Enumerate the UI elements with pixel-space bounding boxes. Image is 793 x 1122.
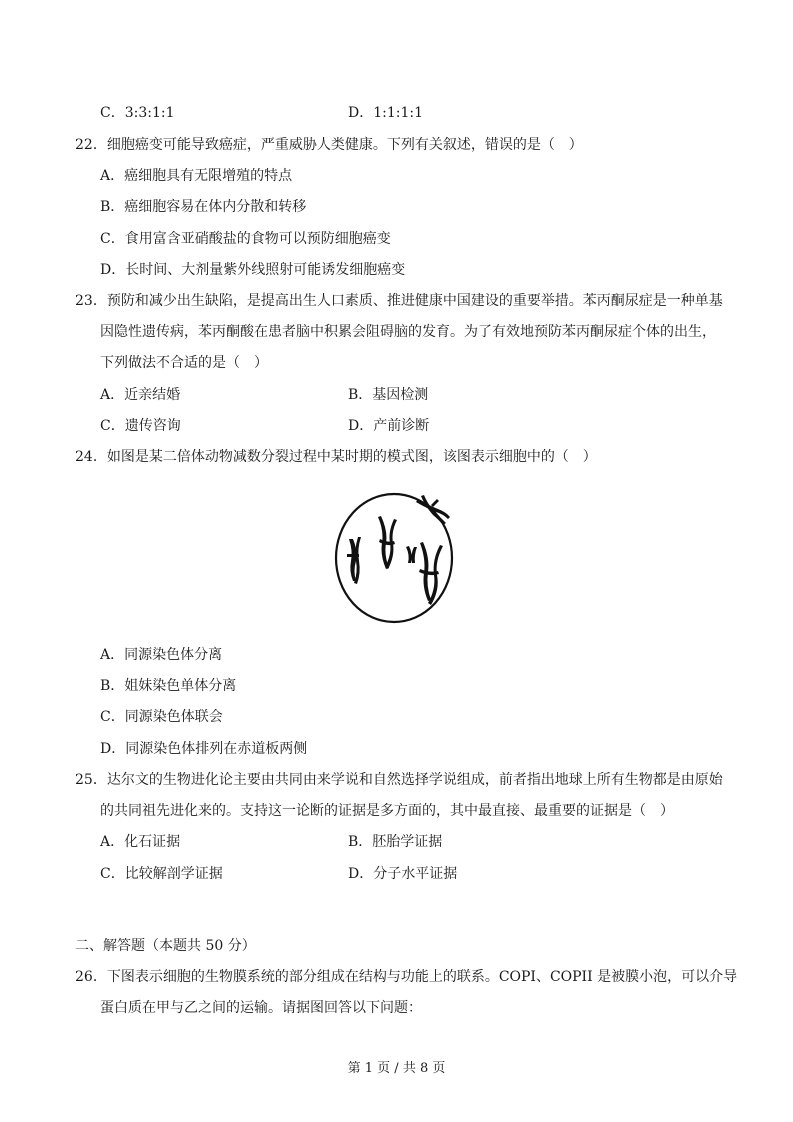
q25-option-c: C．比较解剖学证据 (100, 866, 223, 882)
q24-option-c: C．同源染色体联会 (100, 709, 223, 725)
q21-option-c: C．3:3:1:1 (100, 105, 175, 121)
q22-option-b: B．癌细胞容易在体内分散和转移 (100, 199, 307, 215)
q25-option-d: D．分子水平证据 (348, 866, 458, 882)
section-2-title: 二、解答题（本题共 50 分） (75, 938, 256, 954)
q23-option-c: C．遗传咨询 (100, 418, 181, 434)
q24-option-d: D．同源染色体排列在赤道板两侧 (100, 741, 308, 757)
q25-stem-line-2: 的共同祖先进化来的。支持这一论断的证据是多方面的，其中最直接、最重要的证据是（ ） (100, 803, 674, 819)
q23-stem-line-1: 23．预防和减少出生缺陷，是提高出生人口素质、推进健康中国建设的重要举措。苯丙酮尿症是一种单基 (75, 293, 723, 309)
q25-option-a: A．化石证据 (100, 834, 181, 850)
chromosome-pair-top-right (416, 495, 450, 525)
q22-stem: 22．细胞癌变可能导致癌症，严重威胁人类健康。下列有关叙述，错误的是（ ） (75, 137, 583, 153)
q23-option-a: A．近亲结婚 (100, 387, 181, 403)
q22-option-a: A．癌细胞具有无限增殖的特点 (100, 168, 293, 184)
q24-stem: 24．如图是某二倍体动物减数分裂过程中某时期的模式图，该图表示细胞中的（ ） (75, 449, 597, 465)
meiosis-cell-figure (334, 491, 458, 627)
q23-stem-line-3: 下列做法不合适的是（ ） (100, 355, 268, 371)
q23-stem-line-2: 因隐性遗传病，苯丙酮酸在患者脑中积累会阻碍脑的发育。为了有效地预防苯丙酮尿症个体的出生， (100, 324, 716, 340)
q21-option-d: D．1:1:1:1 (348, 105, 424, 121)
q22-option-d: D．长时间、大剂量紫外线照射可能诱发细胞癌变 (100, 262, 406, 278)
page-footer: 第 1 页 / 共 8 页 (347, 1061, 446, 1076)
chromosome-small (406, 546, 417, 563)
chromosome-pair-right (419, 542, 443, 605)
q24-option-b: B．姐妹染色单体分离 (100, 678, 237, 694)
q23-option-b: B．基因检测 (348, 387, 429, 403)
chromosome-pair-left (347, 537, 361, 584)
q25-stem-line-1: 25．达尔文的生物进化论主要由共同由来学说和自然选择学说组成，前者指出地球上所有生物都是由原始 (75, 772, 723, 788)
q25-option-b: B．胚胎学证据 (348, 834, 443, 850)
q23-option-d: D．产前诊断 (348, 418, 430, 434)
q24-option-a: A．同源染色体分离 (100, 647, 223, 663)
q26-stem-line-2: 蛋白质在甲与乙之间的运输。请据图回答以下问题： (100, 1000, 422, 1016)
q26-stem-line-1: 26．下图表示细胞的生物膜系统的部分组成在结构与功能上的联系。COPI、COPII 是被膜小泡，可以介导 (75, 969, 738, 985)
chromosome-pair-center (378, 516, 397, 569)
q22-option-c: C．食用富含亚硝酸盐的食物可以预防细胞癌变 (100, 231, 391, 247)
